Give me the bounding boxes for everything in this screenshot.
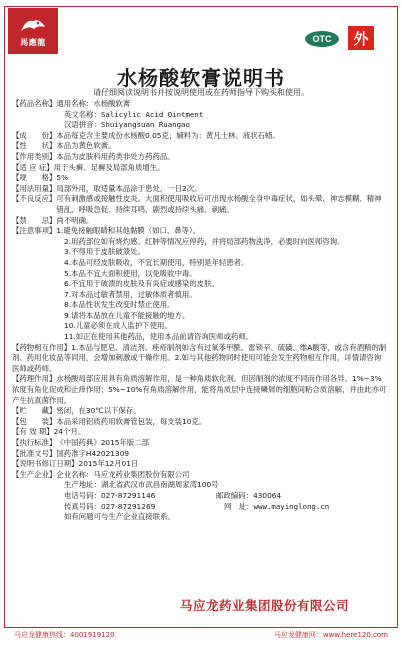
validity-text: 24个月。 [53, 427, 86, 437]
package-text: 本品采用铝质药用软膏管包装，每支装10克。 [56, 416, 207, 426]
appearance-section [12, 141, 388, 152]
fax-row [12, 502, 388, 513]
package-section [12, 417, 388, 428]
indication-section [12, 163, 388, 174]
field-label: 【用法用量】 [12, 183, 57, 193]
company-banner: 马应龙药业集团股份有限公司 [180, 598, 350, 613]
phone-row [12, 491, 388, 502]
field-label: 【药理作用】 [12, 374, 57, 384]
document-title: 水杨酸软膏说明书 [117, 66, 285, 90]
field-label: 【不良反应】 [12, 194, 57, 204]
usage-section [12, 184, 388, 195]
storage-text: 密闭，在30℃以下保存。 [56, 406, 141, 416]
precaution-item: 5.本品不宜大面积使用，以免吸收中毒。 [64, 268, 197, 278]
field-label: 【生产企业】 [12, 469, 57, 479]
precaution-item: 11.如正在使用其他药品，使用本品前请咨询医师或药师。 [64, 332, 254, 342]
contact-note: 如有问题可与生产企业直接联系。 [64, 512, 175, 522]
sub-label: 英文名称： [64, 109, 101, 119]
sub-label: 传真号码： [64, 501, 101, 511]
sub-label: 邮政编码： [216, 490, 253, 500]
precaution-item: 7.对本品过敏者禁用，过敏体质者慎用。 [64, 289, 197, 299]
revision-section [12, 459, 388, 470]
standard-section [12, 438, 388, 449]
company-address: 湖北省武汉市武昌南湖周家湾100号 [100, 480, 219, 490]
field-label: 【药品名称】 [12, 99, 57, 108]
approval-number: 国药准字H42021309 [56, 448, 130, 458]
footer-strip [4, 628, 398, 642]
category-text: 本品为皮肤科用药类非处方药药品。 [56, 151, 175, 161]
phone-number: 027-87291146 [100, 490, 156, 500]
field-label: 【药物相互作用】 [12, 342, 72, 352]
sub-label: 汉语拼音： [64, 120, 101, 130]
appearance-text: 本品为黄色软膏。 [56, 141, 116, 151]
standard-text: 《中国药典》2015年版二部 [56, 438, 150, 447]
brand-name: 馬應龍 [20, 37, 46, 47]
company-name: 马应龙药业集团股份有限公司 [93, 469, 190, 479]
storage-section [12, 406, 388, 417]
precaution-item: 6.不宜用于破溃的皮肤及有炎症或感染的皮肤。 [64, 279, 219, 289]
category-section [12, 152, 388, 163]
field-label: 【禁 忌】 [12, 215, 57, 225]
field-label: 【包 装】 [12, 416, 57, 426]
address-row [12, 480, 388, 491]
field-label: 【贮 藏】 [12, 406, 57, 416]
precaution-item: 1.避免接触眼睛和其他黏膜（如口、鼻等）。 [56, 226, 201, 236]
revision-date: 2015年12月01日 [78, 459, 139, 469]
field-label: 【执行标准】 [12, 438, 57, 447]
composition-section [12, 131, 388, 142]
precaution-item: 2.用药部位如有烧灼感、红肿等情况应停药，并将局部药物洗净，必要时向医师咨询。 [64, 236, 345, 246]
usage-notice: 请仔细阅读说明书并按说明使用或在药师指导下购买和使用。 [93, 88, 309, 97]
precaution-item: 3.不得用于皮肤破溃处。 [64, 247, 145, 257]
precaution-item: 8.本品性状发生改变时禁止使用。 [64, 300, 175, 310]
precaution-item: 9.请将本品放在儿童不能接触的地方。 [64, 310, 190, 320]
english-name-row [12, 110, 388, 121]
field-label: 【成 份】 [12, 130, 57, 140]
pharmacology-text: 水杨酸局部应用具有角质溶解作用，是一种角质软化剂。但因制剂的浓度不同而作用各异。1%~3%浓度有角化促成和止痒作用；5%~10%有角质溶解作用，能将角质层中连接鳞屑的细胞间粘合质溶解，并由此亦可产生抗真菌作用。 [12, 374, 387, 405]
interaction-text: 1.本品与肥皂、清洁剂、痤疮制剂如含有过氧苯甲酰、雷锁辛、硫磺、维A酸等，或含有酒精的制剂、药用化妆品等同用，会增加刺激或干燥作用。2.如与其他药物同时使用可能会发生药物相互作用，详情请咨询医师或药师。 [12, 342, 387, 373]
field-label: 【注意事项】 [12, 226, 57, 236]
health-hotline: 马应龙健康热线：4001919120 [14, 631, 115, 639]
spec-section [12, 173, 388, 184]
otc-badge: OTC [305, 31, 339, 47]
spec-text: 5% [56, 173, 69, 183]
field-label: 【性 状】 [12, 141, 57, 151]
adverse-text: 可有刺激感或接触性皮炎。大面积使用吸收后可出现水杨酸全身中毒症状，如头晕、神志模糊、精神错乱、呼吸急促、持续耳鸣、剧烈或持续头痛、刺痛。 [56, 194, 382, 214]
precaution-item: 4.本品可经皮肤吸收，不宜长期使用，特别是年轻患者。 [64, 257, 249, 267]
validity-section [12, 427, 388, 438]
field-label: 【有 效 期】 [12, 427, 54, 437]
field-label: 【适 应 症】 [12, 162, 54, 172]
website: www.mayinglong.cn [253, 501, 330, 511]
manufacturer-section [12, 470, 388, 481]
sub-label: 网 址： [224, 501, 254, 511]
indication-text: 用于头癣、足癣及局部角质增生。 [53, 162, 165, 172]
health-website: 马应龙健康网：www.here120.com [273, 631, 388, 639]
pharmacology-section [12, 374, 388, 406]
pinyin-name: Shuiyangsuan Ruangao [100, 120, 190, 130]
brand-logo [8, 8, 58, 54]
horse-dragon-emblem-icon [18, 15, 48, 35]
usage-text: 局部外用，取适量本品涂于患处，一日2次。 [56, 183, 202, 193]
precaution-item: 10.儿童必须在成人监护下使用。 [64, 321, 172, 331]
sub-label: 企业名称： [56, 469, 94, 479]
external-use-badge: 外 [348, 26, 374, 50]
sub-label: 生产地址： [64, 480, 101, 490]
pinyin-name-row [12, 120, 388, 131]
postcode: 430064 [252, 490, 282, 500]
approval-section [12, 449, 388, 460]
contraindication-text: 尚不明确。 [56, 215, 94, 225]
generic-name: 水杨酸软膏 [93, 99, 131, 108]
leaflet-body [12, 99, 388, 523]
field-label: 【说明书修订日期】 [12, 459, 79, 469]
drug-name-section [12, 99, 388, 110]
sub-label: 通用名称： [56, 99, 94, 108]
fax-number: 027-87291269 [100, 501, 156, 511]
field-label: 【作用类别】 [12, 151, 57, 161]
field-label: 【规 格】 [12, 173, 57, 183]
adverse-section [12, 194, 388, 215]
precautions-section [12, 226, 388, 237]
sub-label: 电话号码： [64, 490, 101, 500]
english-name: Salicylic Acid Ointment [100, 109, 204, 119]
contraindication-section [12, 216, 388, 227]
field-label: 【批准文号】 [12, 448, 57, 458]
interaction-section [12, 343, 388, 375]
composition-text: 本品每克含主要成份水杨酸0.05克；辅料为：黄凡士林、液状石蜡。 [56, 130, 280, 140]
